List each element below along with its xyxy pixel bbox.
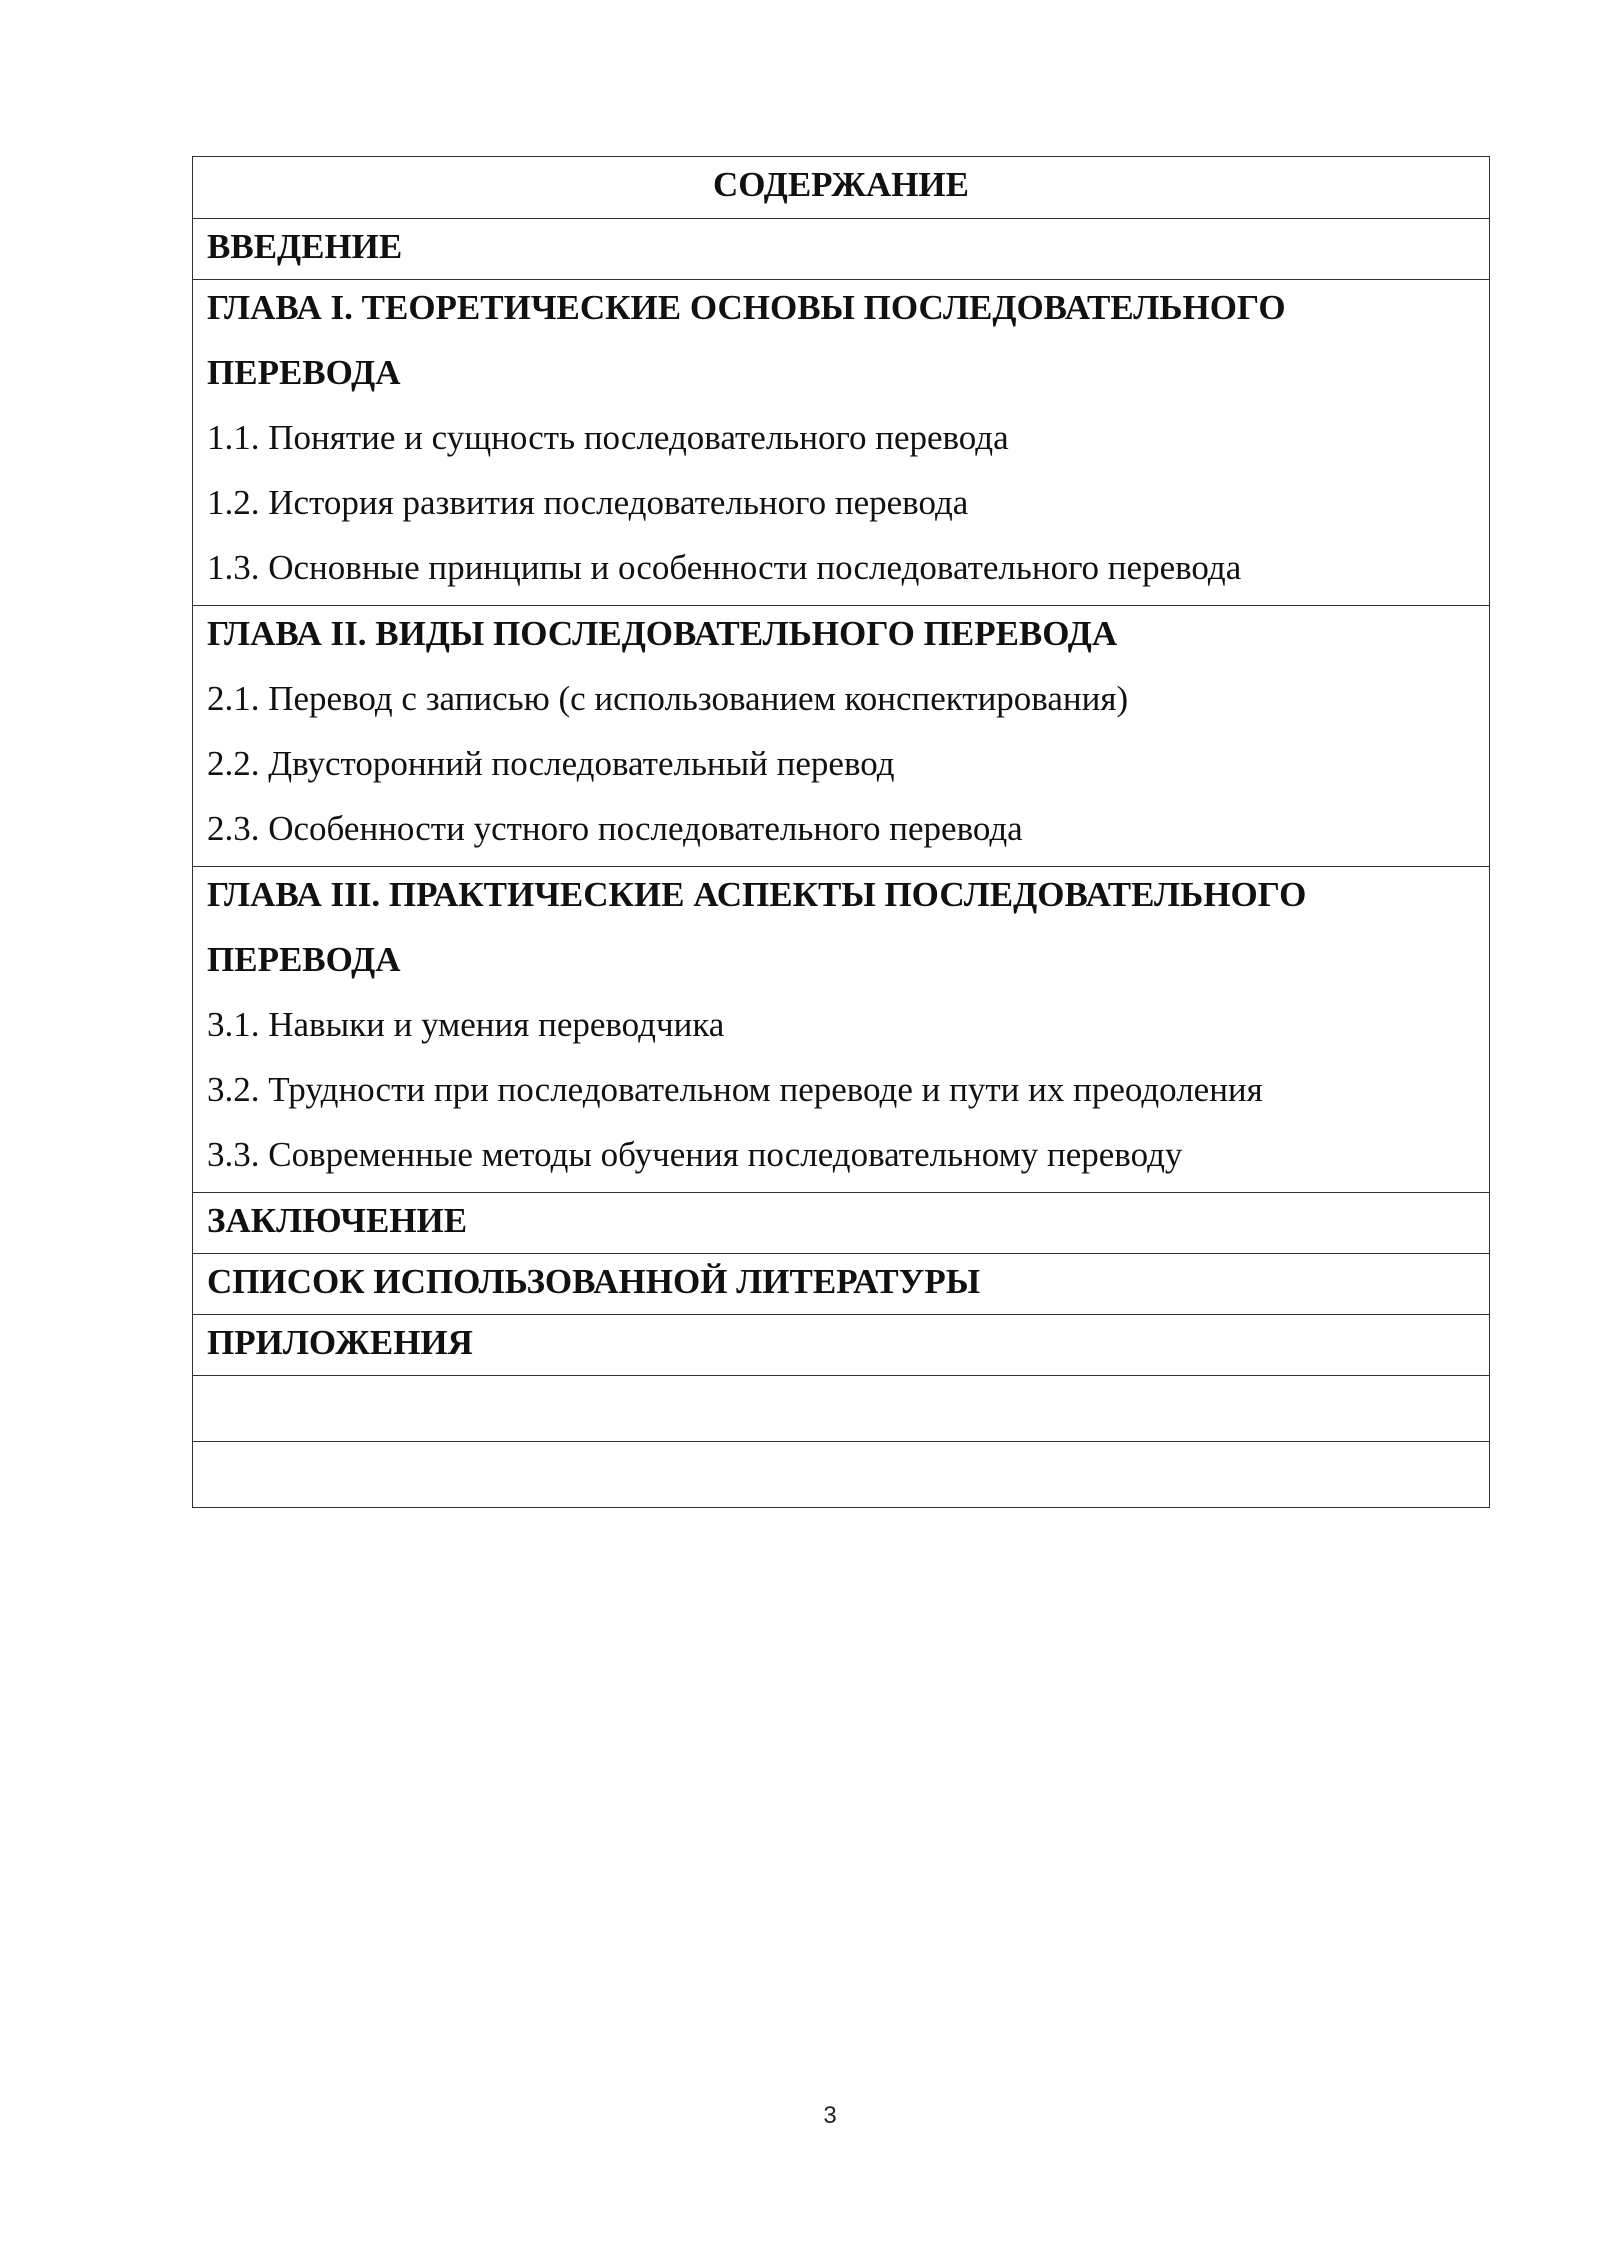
section-2-1: 2.1. Перевод с записью (с использованием конспектирования) [207, 679, 1129, 718]
section-3-1: 3.1. Навыки и умения переводчика [207, 1005, 725, 1044]
page-number: 3 [823, 2102, 837, 2129]
section-1-3: 1.3. Основные принципы и особенности последовательного перевода [207, 548, 1242, 587]
chapter-3-heading [207, 862, 1475, 992]
chapter-1-heading-line1: ГЛАВА I. ТЕОРЕТИЧЕСКИЕ ОСНОВЫ ПОСЛЕДОВАТЕЛЬНОГО [207, 288, 1286, 327]
toc-chapter-3 [193, 866, 1489, 1192]
toc-empty-row-1 [193, 1375, 1489, 1441]
toc-chapter-1 [193, 279, 1489, 605]
section-3-2: 3.2. Трудности при последовательном переводе и пути их преодоления [207, 1070, 1263, 1109]
toc-chapter-2 [193, 605, 1489, 866]
table-of-contents [192, 156, 1490, 1508]
chapter-2-heading [207, 601, 1475, 666]
section-2-2: 2.2. Двусторонний последовательный перевод [207, 744, 895, 783]
toc-references: СПИСОК ИСПОЛЬЗОВАННОЙ ЛИТЕРАТУРЫ [193, 1253, 1489, 1314]
section-1-2: 1.2. История развития последовательного перевода [207, 483, 969, 522]
toc-conclusion: ЗАКЛЮЧЕНИЕ [193, 1192, 1489, 1253]
chapter-3-heading-line2: ПЕРЕВОДА [207, 940, 401, 979]
chapter-1-heading [207, 275, 1475, 405]
chapter-3-heading-line1: ГЛАВА III. ПРАКТИЧЕСКИЕ АСПЕКТЫ ПОСЛЕДОВАТЕЛЬНОГО [207, 875, 1307, 914]
section-2-3: 2.3. Особенности устного последовательного перевода [207, 809, 1023, 848]
section-3-3: 3.3. Современные методы обучения последовательному переводу [207, 1135, 1183, 1174]
toc-title: СОДЕРЖАНИЕ [712, 165, 969, 204]
toc-introduction: ВВЕДЕНИЕ [193, 218, 1489, 279]
toc-empty-row-2 [193, 1441, 1489, 1507]
chapter-2-heading-line1: ГЛАВА II. ВИДЫ ПОСЛЕДОВАТЕЛЬНОГО ПЕРЕВОДА [207, 614, 1118, 653]
toc-appendices: ПРИЛОЖЕНИЯ [193, 1314, 1489, 1375]
chapter-1-heading-line2: ПЕРЕВОДА [207, 353, 401, 392]
section-1-1: 1.1. Понятие и сущность последовательного перевода [207, 418, 1009, 457]
